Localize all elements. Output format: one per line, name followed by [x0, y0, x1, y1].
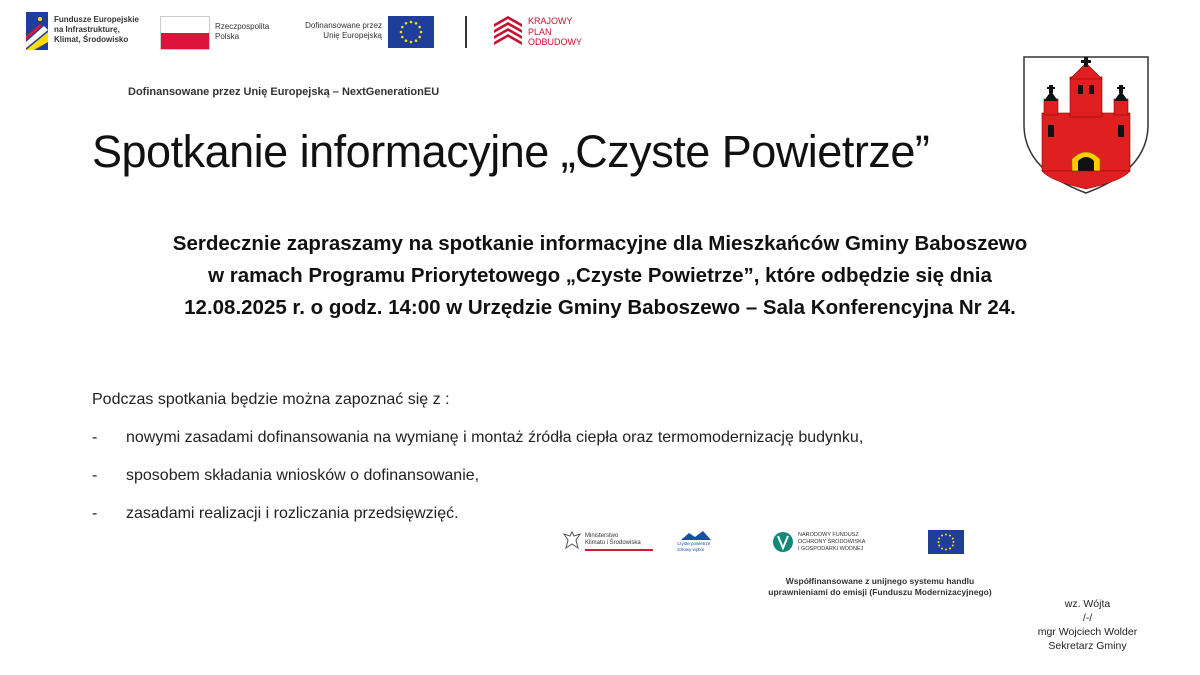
eagle-icon	[562, 530, 582, 554]
polish-flag-icon	[160, 16, 210, 50]
agenda-item: zasadami realizacji i rozliczania przedsięwzięć.	[126, 505, 459, 522]
cofinance-note: Współfinansowane z unijnego systemu handlu uprawnieniami do emisji (Funduszu Modernizacyjnego)	[768, 576, 992, 597]
page-title: Spotkanie informacyjne „Czyste Powietrze”	[92, 126, 930, 177]
signature-line: mgr Wojciech Wolder	[1037, 626, 1138, 638]
signature-line: Sekretarz Gminy	[1048, 640, 1127, 652]
funding-note: Dofinansowane przez Unię Europejską – NextGenerationEU	[128, 86, 440, 98]
eu-flag-small-icon	[928, 530, 964, 554]
agenda-bullet: -	[92, 505, 98, 522]
ministry-underline	[585, 549, 653, 551]
agenda-item: nowymi zasadami dofinansowania na wymianę i montaż źródła ciepła oraz termomodernizację budynku,	[126, 429, 864, 446]
fe-emblem-icon	[26, 12, 48, 50]
logo-nfosigw	[772, 530, 872, 556]
invitation-line: Serdecznie zapraszamy na spotkanie informacyjne dla Mieszkańców Gminy Baboszewo	[172, 232, 1028, 255]
logo-rzeczpospolita-polska	[160, 16, 280, 50]
kpo-emblem-icon	[494, 16, 522, 48]
logo-krajowy-plan-odbudowy	[494, 14, 604, 50]
nfos-text: NARODOWY FUNDUSZ OCHRONY ŚRODOWISKA I GOSPODARKI WODNEJ	[798, 532, 866, 552]
signature-block	[1020, 597, 1155, 653]
header-divider	[465, 16, 467, 48]
ministry-text: Ministerstwo Klimatu i Środowiska	[585, 533, 641, 546]
ue-text: Dofinansowane przez Unię Europejską	[305, 21, 382, 40]
logo-fundusze-europejskie	[26, 12, 156, 52]
agenda-bullet: -	[92, 467, 98, 484]
kpo-text: KRAJOWY PLAN ODBUDOWY	[528, 16, 582, 47]
logo-unia-europejska	[294, 16, 439, 50]
logo-ministerstwo	[562, 530, 657, 556]
invitation-line: w ramach Programu Priorytetowego „Czyste Powietrze”, które odbędzie się dnia	[208, 264, 992, 287]
house-icon	[681, 530, 711, 540]
signature-line: wz. Wójta	[1064, 598, 1111, 610]
cp-text: czyste powietrze zdrowy wybór	[677, 541, 711, 552]
agenda-bullet: -	[92, 429, 98, 446]
agenda-item: sposobem składania wniosków o dofinansowanie,	[126, 467, 480, 484]
agenda-lead: Podczas spotkania będzie można zapoznać się z :	[92, 391, 450, 408]
fe-text: Fundusze Europejskie na Infrastrukturę, Klimat, Środowisko	[54, 15, 139, 44]
eu-flag-icon	[388, 16, 434, 48]
nfos-emblem-icon	[772, 530, 794, 554]
coat-of-arms-icon	[1022, 55, 1150, 195]
logo-czyste-powietrze	[677, 530, 717, 554]
rp-text: Rzeczpospolita Polska	[215, 22, 270, 41]
signature-line: /-/	[1082, 612, 1093, 624]
invitation-text	[100, 228, 1100, 324]
invitation-line: 12.08.2025 r. o godz. 14:00 w Urzędzie Gminy Baboszewo – Sala Konferencyjna Nr 24.	[184, 296, 1016, 319]
